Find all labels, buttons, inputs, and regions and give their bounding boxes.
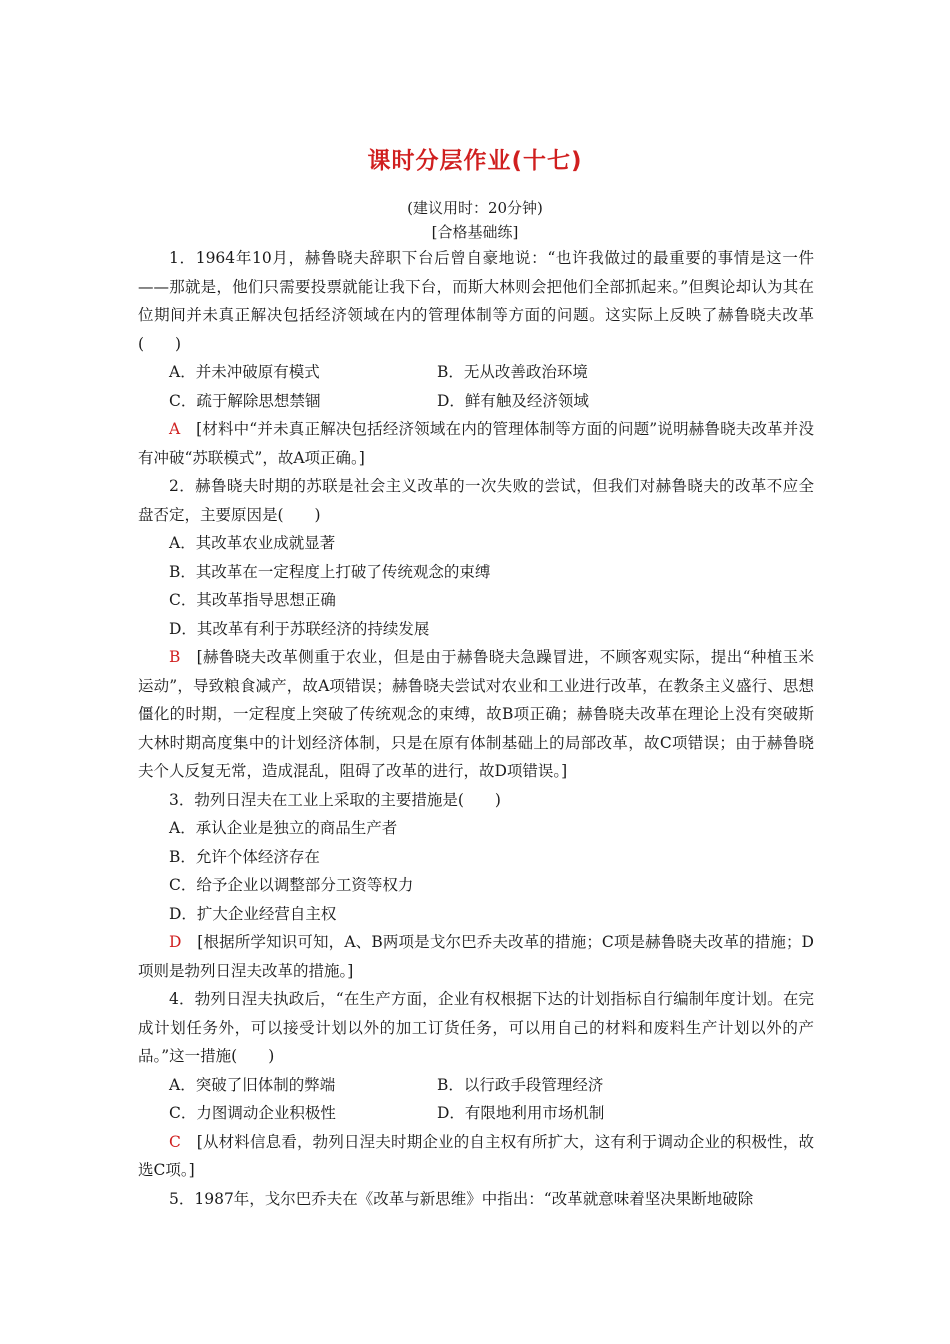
- question-4-explanation: [从材料信息看，勃列日涅夫时期企业的自主权有所扩大，这有利于调动企业的积极性，故选C项。]: [138, 1132, 814, 1179]
- question-4-stem: 4．勃列日涅夫执政后，“在生产方面，企业有权根据下达的计划指标自行编制年度计划。在完成计划任务外，可以接受计划以外的加工订货任务，可以用自己的材料和废料生产计划以外的产品。”这一措施( ): [138, 990, 814, 1065]
- question-4-option-c: C．力图调动企业积极性: [169, 1104, 336, 1122]
- question-1-options-row-1: [138, 358, 814, 387]
- question-3-option-a: A．承认企业是独立的商品生产者: [169, 819, 398, 837]
- question-1-answer: [138, 415, 814, 472]
- question-3-option-b: B．允许个体经济存在: [169, 847, 320, 866]
- question-4-options-row-2: [138, 1099, 814, 1128]
- question-3-option-d: D．扩大企业经营自主权: [169, 904, 337, 923]
- question-2-option-a: A．其改革农业成就显著: [169, 534, 336, 552]
- question-1-option-d: D．鲜有触及经济领域: [437, 391, 589, 410]
- question-2-answer: [138, 643, 814, 786]
- question-1-option-c: C．疏于解除思想禁锢: [169, 391, 321, 410]
- question-4-options-row-1: [138, 1071, 814, 1100]
- question-2-answer-letter: B: [169, 648, 181, 666]
- question-3-answer-letter: D: [169, 933, 182, 951]
- question-2-option-c: C．其改革指导思想正确: [169, 591, 336, 609]
- question-4-option-d: D．有限地利用市场机制: [437, 1104, 605, 1122]
- question-3-stem: 3．勃列日涅夫在工业上采取的主要措施是( ): [169, 790, 501, 809]
- question-2-stem: 2．赫鲁晓夫时期的苏联是社会主义改革的一次失败的尝试，但我们对赫鲁晓夫的改革不应全盘否定，主要原因是( ): [138, 477, 814, 524]
- question-4-option-b: B．以行政手段管理经济: [437, 1075, 604, 1094]
- question-1-option-a: A．并未冲破原有模式: [169, 363, 320, 381]
- question-2-explanation: [赫鲁晓夫改革侧重于农业，但是由于赫鲁晓夫急躁冒进，不顾客观实际，提出“种植玉米运动”，导致粮食减产，故A项错误；赫鲁晓夫尝试对农业和工业进行改革，在教条主义盛行、思想僵化的时期，一定程度上突破了传统观念的束缚，故B项正确；赫鲁晓夫改革在理论上没有突破斯大林时期高度集中的计划经济体制，只是在原有体制基础上的局部改革，故C项错误；由于赫鲁晓夫个人反复无常，造成混乱，阻碍了改革的进行，故D项错误。]: [138, 648, 814, 780]
- question-list: [138, 244, 814, 1213]
- question-4-option-a: A．突破了旧体制的弊端: [169, 1075, 336, 1094]
- question-4-answer-letter: C: [169, 1132, 181, 1151]
- section-label: [合格基础练]: [431, 223, 519, 241]
- suggested-time: (建议用时：20分钟): [407, 199, 543, 217]
- question-1-answer-letter: A: [169, 420, 181, 438]
- question-1-explanation: [材料中“并未真正解决包括经济领域在内的管理体制等方面的问题”说明赫鲁晓夫改革并没有冲破“苏联模式”，故A项正确。]: [138, 420, 814, 467]
- question-1-options-row-2: [138, 387, 814, 416]
- question-1-stem: 1．1964年10月，赫鲁晓夫辞职下台后曾自豪地说：“也许我做过的最重要的事情是这一件——那就是，他们只需要投票就能让我下台，而斯大林则会把他们全部抓起来。”但舆论却认为其在位期间并未真正解决包括经济领域在内的管理体制等方面的问题。这实际上反映了赫鲁晓夫改革( ): [138, 249, 814, 353]
- page-title: 课时分层作业(十七): [367, 148, 583, 174]
- question-3-option-c: C．给予企业以调整部分工资等权力: [169, 876, 414, 894]
- question-5-stem: 5．1987年，戈尔巴乔夫在《改革与新思维》中指出：“改革就意味着坚决果断地破除: [169, 1189, 754, 1208]
- question-2-option-b: B．其改革在一定程度上打破了传统观念的束缚: [169, 562, 491, 581]
- question-2-option-d: D．其改革有利于苏联经济的持续发展: [169, 619, 430, 638]
- question-3-explanation: [根据所学知识可知，A、B两项是戈尔巴乔夫改革的措施；C项是赫鲁晓夫改革的措施；D项则是勃列日涅夫改革的措施。]: [138, 933, 814, 980]
- question-1-option-b: B．无从改善政治环境: [437, 363, 588, 381]
- question-3-answer: [138, 928, 814, 985]
- question-4-answer: [138, 1128, 814, 1185]
